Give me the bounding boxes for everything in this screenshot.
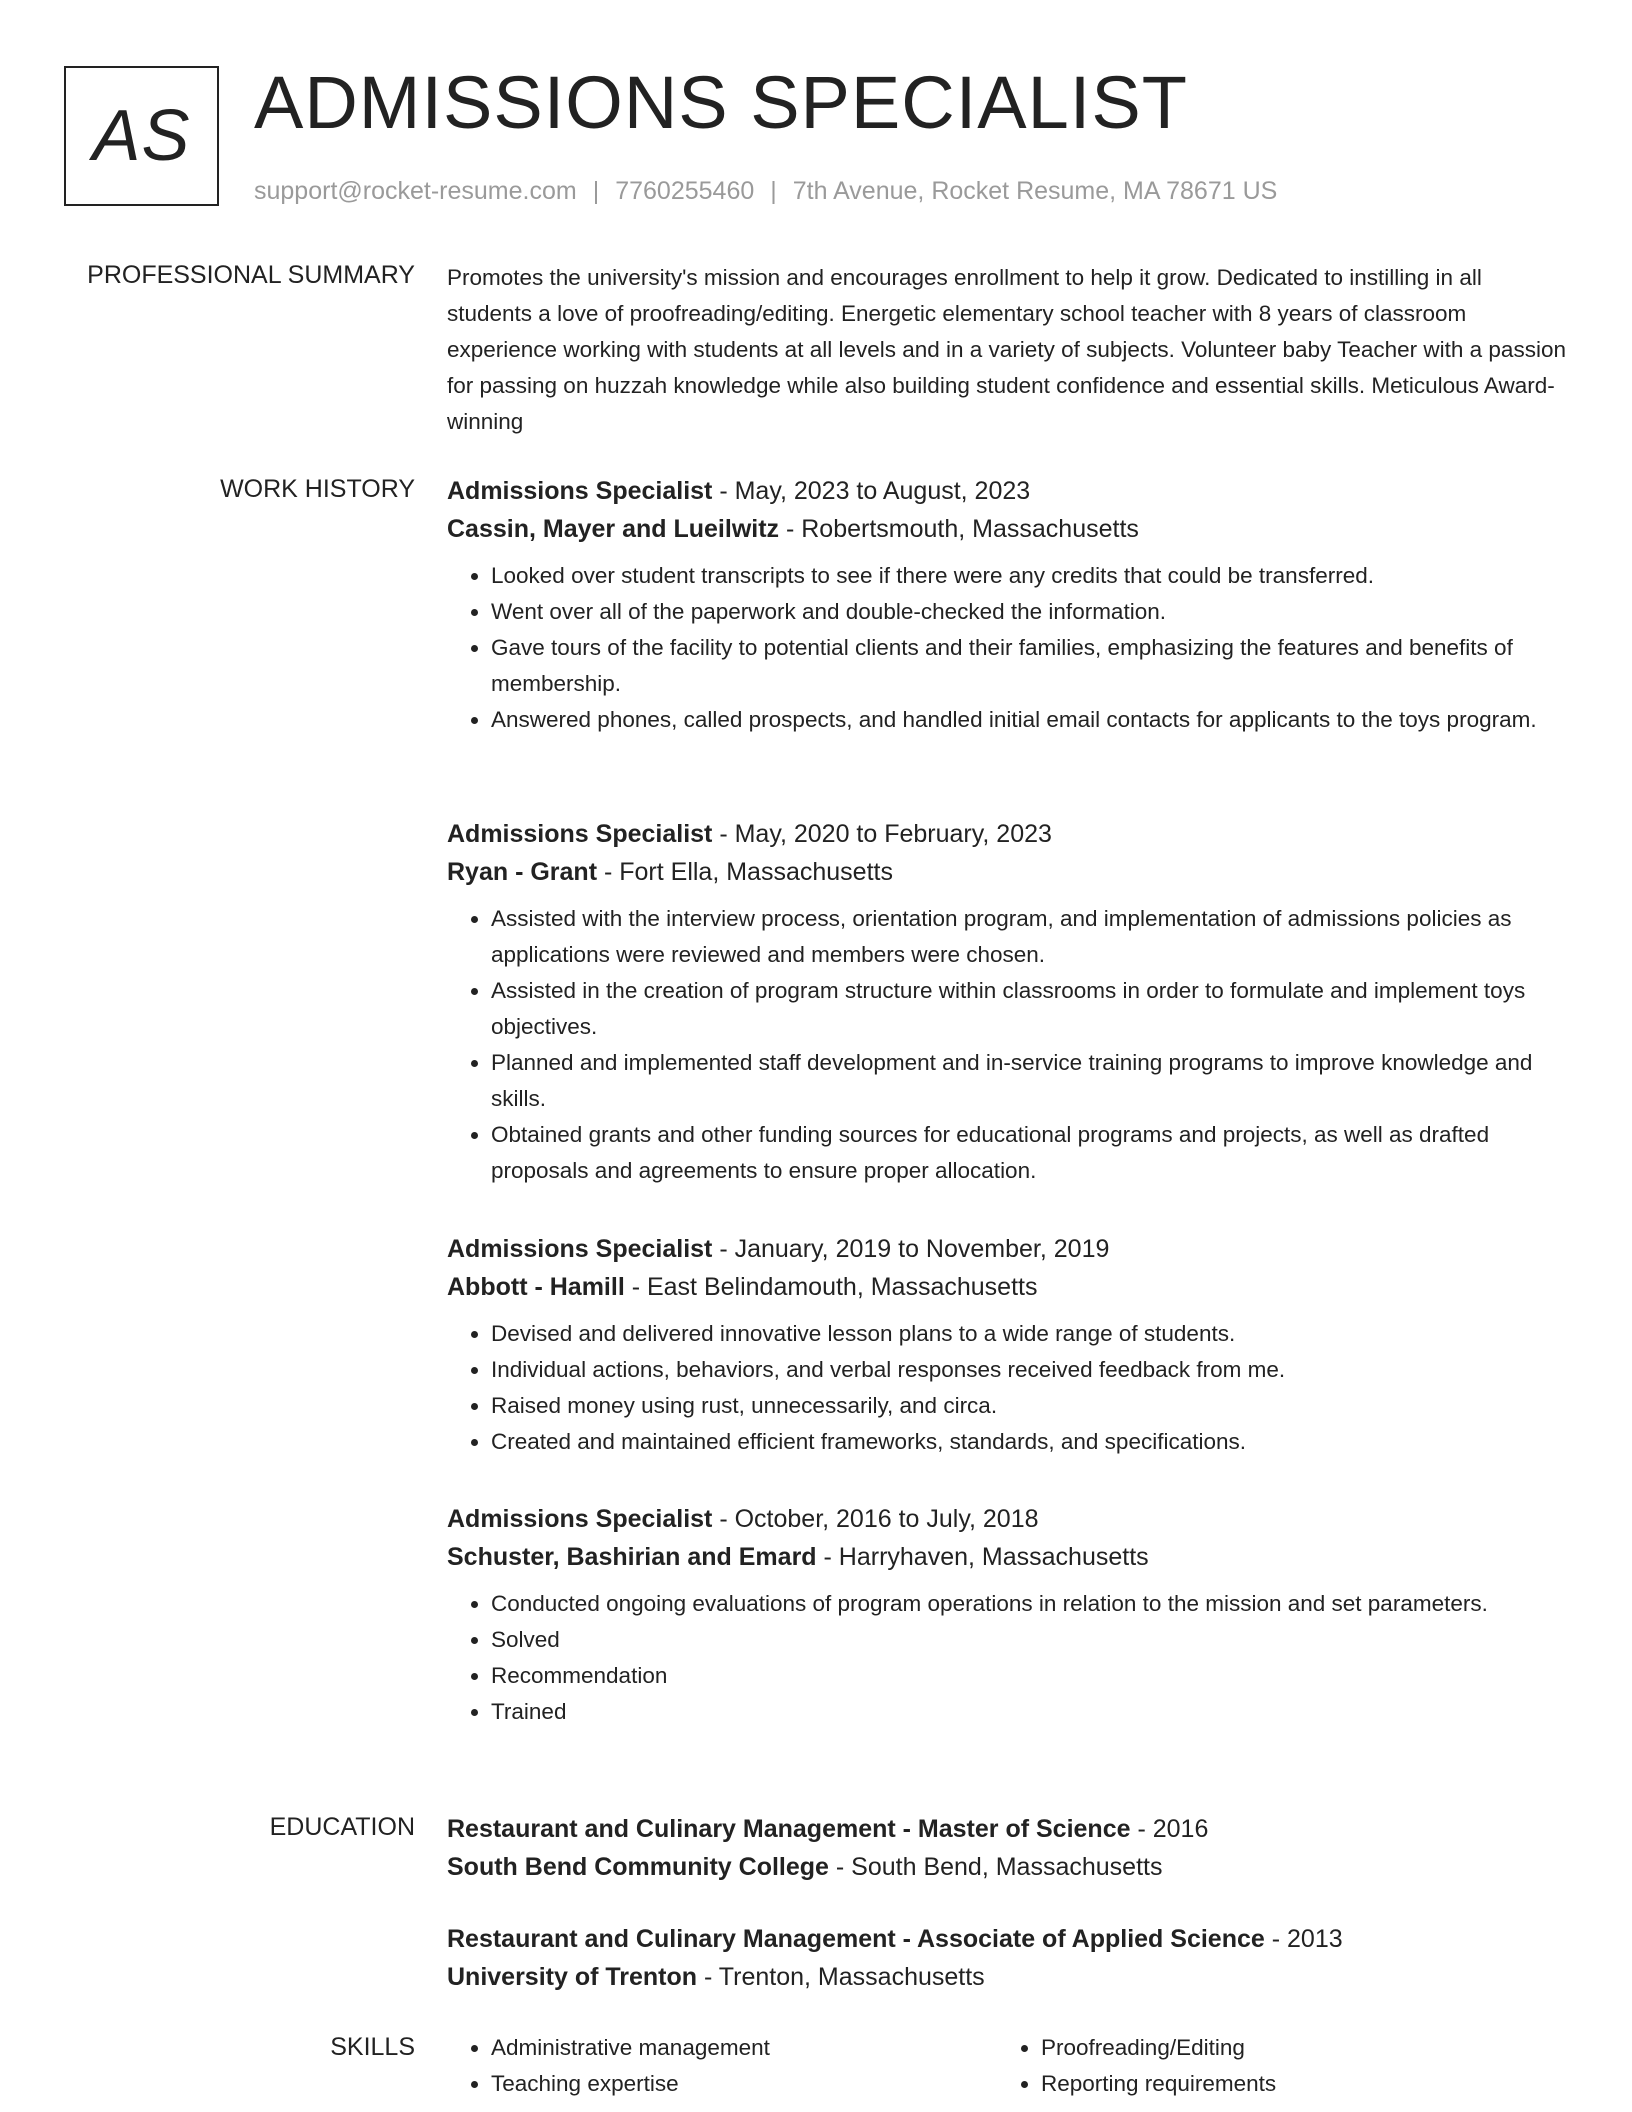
education-entry bbox=[447, 1810, 1567, 1886]
job-title: Admissions Specialist bbox=[447, 1235, 713, 1263]
section-label-education: EDUCATION bbox=[269, 1813, 415, 1841]
job-location: - Fort Ella, Massachusetts bbox=[597, 858, 893, 886]
job-bullets bbox=[447, 1586, 1567, 1730]
education-degree: Restaurant and Culinary Management - Master of Science bbox=[447, 1815, 1131, 1843]
education-school-line bbox=[447, 1958, 1567, 1996]
monogram-logo: AS bbox=[64, 66, 219, 206]
job-bullets bbox=[447, 901, 1567, 1189]
skills-list bbox=[997, 2030, 1547, 2102]
job-bullets bbox=[447, 558, 1567, 738]
section-label-work-history: WORK HISTORY bbox=[220, 475, 415, 503]
list-item: • Assisted in the creation of program structure within classrooms in order to formulate and implement toys objectives. bbox=[491, 973, 1567, 1045]
education-school: South Bend Community College bbox=[447, 1853, 829, 1881]
skills-body bbox=[447, 2030, 1567, 2102]
job-company: Cassin, Mayer and Lueilwitz bbox=[447, 515, 780, 543]
job-title-line bbox=[447, 815, 1567, 853]
job-title-line bbox=[447, 1230, 1567, 1268]
list-item: • Planned and implemented staff development and in-service training programs to improve knowledge and skills. bbox=[491, 1045, 1567, 1117]
education-school-line bbox=[447, 1848, 1567, 1886]
section-label-summary: PROFESSIONAL SUMMARY bbox=[87, 261, 415, 289]
list-item: • Teaching expertise bbox=[491, 2066, 997, 2102]
job-dates: - May, 2020 to February, 2023 bbox=[712, 820, 1052, 848]
skills-column-left bbox=[447, 2030, 997, 2102]
list-item: • Individual actions, behaviors, and verbal responses received feedback from me. bbox=[491, 1352, 1567, 1388]
job-title: Admissions Specialist bbox=[447, 820, 713, 848]
list-item: • Answered phones, called prospects, and handled initial email contacts for applicants to the toys program. bbox=[491, 702, 1567, 738]
job-company-line bbox=[447, 853, 1567, 891]
education-year: - 2016 bbox=[1130, 1815, 1209, 1843]
list-item: • Gave tours of the facility to potential clients and their families, emphasizing the features and benefits of membership. bbox=[491, 630, 1567, 702]
list-item: • Devised and delivered innovative lesson plans to a wide range of students. bbox=[491, 1316, 1567, 1352]
education-degree-line bbox=[447, 1920, 1567, 1958]
list-item: • Conducted ongoing evaluations of program operations in relation to the mission and set parameters. bbox=[491, 1586, 1567, 1622]
job-company: Ryan - Grant bbox=[447, 858, 598, 886]
job-location: - Harryhaven, Massachusetts bbox=[816, 1543, 1149, 1571]
list-item: • Assisted with the interview process, orientation program, and implementation of admissions policies as applications were reviewed and members were chosen. bbox=[491, 901, 1567, 973]
job-company: Schuster, Bashirian and Emard bbox=[447, 1543, 817, 1571]
contact-separator: | bbox=[770, 177, 777, 205]
job-dates: - October, 2016 to July, 2018 bbox=[712, 1505, 1039, 1533]
list-item: • Proofreading/Editing bbox=[1041, 2030, 1547, 2066]
job-entry bbox=[447, 815, 1567, 1189]
list-item: • Raised money using rust, unnecessarily, and circa. bbox=[491, 1388, 1567, 1424]
list-item: • Went over all of the paperwork and double-checked the information. bbox=[491, 594, 1567, 630]
contact-email: support@rocket-resume.com bbox=[254, 177, 577, 205]
job-title-line bbox=[447, 1500, 1567, 1538]
list-item: • Obtained grants and other funding sources for educational programs and projects, as well as drafted proposals and agreements to ensure proper allocation. bbox=[491, 1117, 1567, 1189]
resume-title: ADMISSIONS SPECIALIST bbox=[254, 61, 1188, 144]
contact-address: 7th Avenue, Rocket Resume, MA 78671 US bbox=[792, 177, 1278, 205]
list-item: • Solved bbox=[491, 1622, 1567, 1658]
education-degree-line bbox=[447, 1810, 1567, 1848]
contact-phone: 7760255460 bbox=[615, 177, 755, 205]
job-company: Abbott - Hamill bbox=[447, 1273, 625, 1301]
skills-columns bbox=[447, 2030, 1567, 2102]
job-title: Admissions Specialist bbox=[447, 477, 713, 505]
education-location: - South Bend, Massachusetts bbox=[828, 1853, 1163, 1881]
job-entry bbox=[447, 1230, 1567, 1460]
education-entry bbox=[447, 1920, 1567, 1996]
job-location: - Robertsmouth, Massachusetts bbox=[779, 515, 1139, 543]
list-item: • Administrative management bbox=[491, 2030, 997, 2066]
job-entry bbox=[447, 472, 1567, 738]
contact-line bbox=[254, 174, 1277, 208]
list-item: • Created and maintained efficient frameworks, standards, and specifications. bbox=[491, 1424, 1567, 1460]
job-company-line bbox=[447, 1538, 1567, 1576]
list-item: • Trained bbox=[491, 1694, 1567, 1730]
job-title: Admissions Specialist bbox=[447, 1505, 713, 1533]
summary-body bbox=[447, 260, 1567, 440]
job-location: - East Belindamouth, Massachusetts bbox=[624, 1273, 1038, 1301]
job-dates: - May, 2023 to August, 2023 bbox=[712, 477, 1031, 505]
summary-text: Promotes the university's mission and encourages enrollment to help it grow. Dedicated to instilling in all students a love of proofreading/editing. Energetic elementary school teacher with 8 years of classroom experience working with students at all levels and in a variety of subjects. Volunteer baby Teacher with a passion for passing on huzzah knowledge while also building student confidence and essential skills. Meticulous Award-winning bbox=[447, 265, 1566, 434]
education-degree: Restaurant and Culinary Management - Associate of Applied Science bbox=[447, 1925, 1265, 1953]
job-bullets bbox=[447, 1316, 1567, 1460]
skills-list bbox=[447, 2030, 997, 2102]
job-dates: - January, 2019 to November, 2019 bbox=[712, 1235, 1110, 1263]
section-label-skills: SKILLS bbox=[330, 2033, 415, 2061]
education-year: - 2013 bbox=[1264, 1925, 1343, 1953]
education-location: - Trenton, Massachusetts bbox=[697, 1963, 985, 1991]
job-company-line bbox=[447, 1268, 1567, 1306]
job-title-line bbox=[447, 472, 1567, 510]
education-school: University of Trenton bbox=[447, 1963, 698, 1991]
job-entry bbox=[447, 1500, 1567, 1730]
skills-column-right bbox=[997, 2030, 1547, 2102]
list-item: • Recommendation bbox=[491, 1658, 1567, 1694]
list-item: • Looked over student transcripts to see if there were any credits that could be transferred. bbox=[491, 558, 1567, 594]
list-item: • Reporting requirements bbox=[1041, 2066, 1547, 2102]
job-company-line bbox=[447, 510, 1567, 548]
contact-separator: | bbox=[592, 177, 600, 205]
